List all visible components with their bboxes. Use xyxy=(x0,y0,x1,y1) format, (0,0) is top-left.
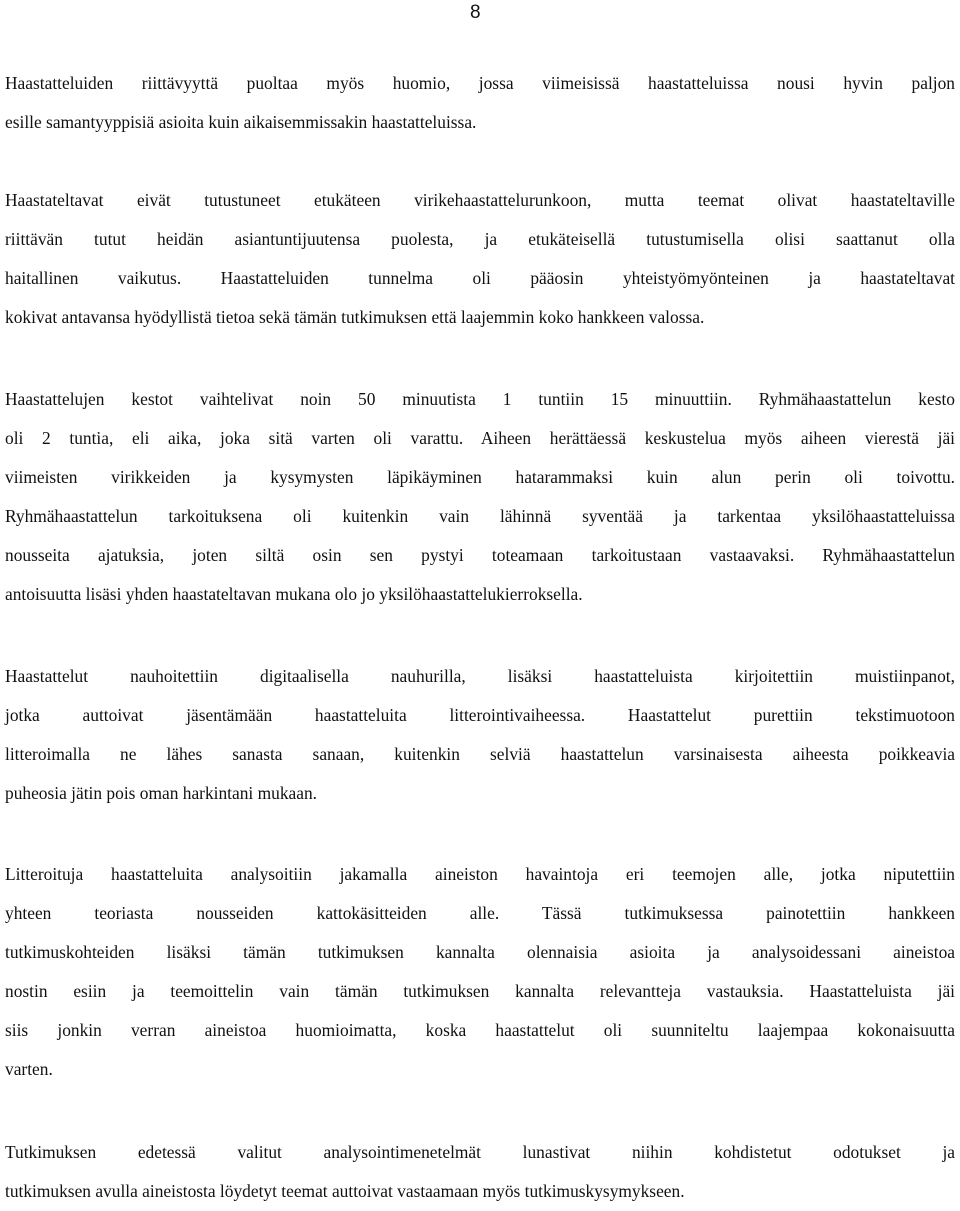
paragraph-line: Haastattelut nauhoitettiin digitaalisella nauhurilla, lisäksi haastatteluista kirjoitettiin muistiinpanot, xyxy=(5,666,955,686)
paragraph-line: Litteroituja haastatteluita analysoitiin jakamalla aineiston havaintoja eri teemojen alle, jotka niputettiin xyxy=(5,864,955,884)
paragraph-line: litteroimalla ne lähes sanasta sanaan, kuitenkin selviä haastattelun varsinaisesta aiheesta poikkeavia xyxy=(5,744,955,764)
paragraph-line: tutkimuskohteiden lisäksi tämän tutkimuksen kannalta olennaisia asioita ja analysoidessani aineistoa xyxy=(5,942,955,962)
paragraph-line: riittävän tutut heidän asiantuntijuutensa puolesta, ja etukäteisellä tutustumisella olisi saattanut olla xyxy=(5,229,955,249)
paragraph-line: Tutkimuksen edetessä valitut analysointimenetelmät lunastivat niihin kohdistetut odotukset ja xyxy=(5,1142,955,1162)
paragraph-line: varten. xyxy=(5,1059,53,1079)
paragraph-line: siis jonkin verran aineistoa huomioimatta, koska haastattelut oli suunniteltu laajempaa kokonaisuutta xyxy=(5,1020,955,1040)
paragraph-line: puheosia jätin pois oman harkintani mukaan. xyxy=(5,783,317,803)
paragraph-1 xyxy=(5,64,955,142)
paragraph-line: Haastatteluiden riittävyyttä puoltaa myös huomio, jossa viimeisissä haastatteluissa nousi hyvin paljon xyxy=(5,73,955,93)
paragraph-5 xyxy=(5,855,955,1089)
paragraph-line: nostin esiin ja teemoittelin vain tämän tutkimuksen kannalta relevantteja vastauksia. Haastatteluista jäi xyxy=(5,981,955,1001)
paragraph-line: oli 2 tuntia, eli aika, joka sitä varten oli varattu. Aiheen herättäessä keskustelua myös aiheen vierestä jäi xyxy=(5,428,955,448)
paragraph-line: nousseita ajatuksia, joten siltä osin sen pystyi toteamaan tarkoitustaan vastaavaksi. Ryhmähaastattelun xyxy=(5,545,955,565)
paragraph-line: jotka auttoivat jäsentämään haastatteluita litterointivaiheessa. Haastattelut purettiin tekstimuotoon xyxy=(5,705,955,725)
paragraph-3 xyxy=(5,380,955,614)
paragraph-line: Haastattelujen kestot vaihtelivat noin 50 minuutista 1 tuntiin 15 minuuttiin. Ryhmähaastattelun kesto xyxy=(5,389,955,409)
paragraph-line: Haastateltavat eivät tutustuneet etukäteen virikehaastattelurunkoon, mutta teemat olivat haastateltaville xyxy=(5,190,955,210)
paragraph-line: tutkimuksen avulla aineistosta löydetyt teemat auttoivat vastaamaan myös tutkimuskysymykseen. xyxy=(5,1181,685,1201)
page-number: 8 xyxy=(470,2,481,23)
paragraph-line: antoisuutta lisäsi yhden haastateltavan mukana olo jo yksilöhaastattelukierroksella. xyxy=(5,584,583,604)
paragraph-line: yhteen teoriasta nousseiden kattokäsitteiden alle. Tässä tutkimuksessa painotettiin hankkeen xyxy=(5,903,955,923)
paragraph-line: Ryhmähaastattelun tarkoituksena oli kuitenkin vain lähinnä syventää ja tarkentaa yksilöhaastatteluissa xyxy=(5,506,955,526)
paragraph-2 xyxy=(5,181,955,337)
paragraph-line: esille samantyyppisiä asioita kuin aikaisemmissakin haastatteluissa. xyxy=(5,112,477,132)
paragraph-line: kokivat antavansa hyödyllistä tietoa sekä tämän tutkimuksen että laajemmin koko hankkeen valossa. xyxy=(5,307,705,327)
paragraph-4 xyxy=(5,657,955,813)
paragraph-line: haitallinen vaikutus. Haastatteluiden tunnelma oli pääosin yhteistyömyönteinen ja haastateltavat xyxy=(5,268,955,288)
paragraph-6 xyxy=(5,1133,955,1211)
paragraph-line: viimeisten virikkeiden ja kysymysten läpikäyminen hatarammaksi kuin alun perin oli toivottu. xyxy=(5,467,955,487)
